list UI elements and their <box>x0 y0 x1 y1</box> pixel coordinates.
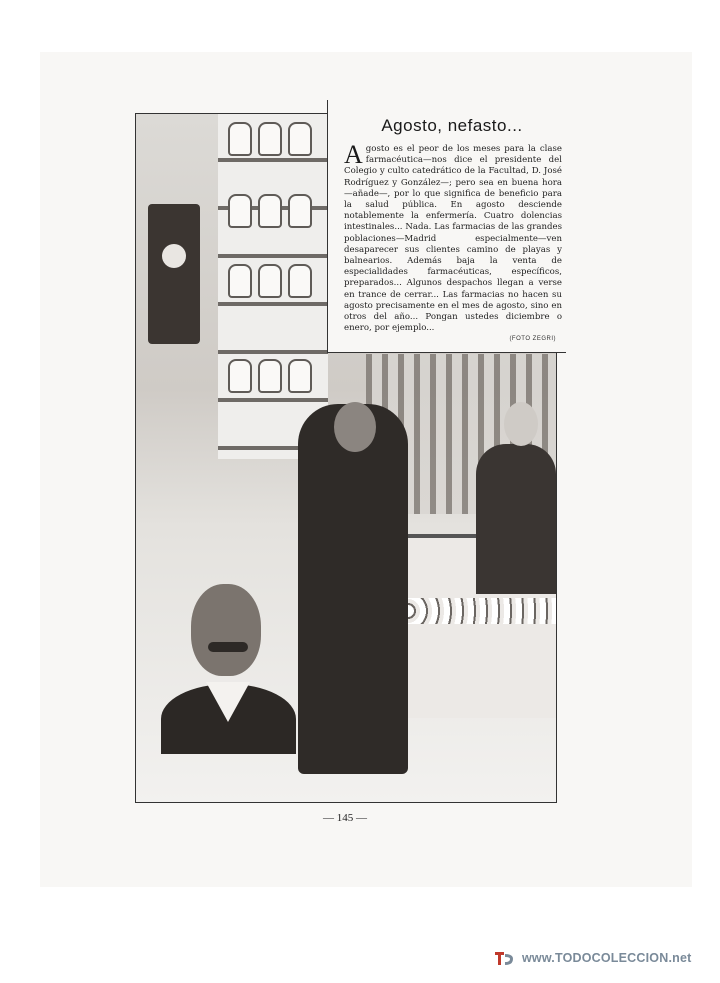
drop-cap: A <box>344 140 363 169</box>
page-number: — 145 — <box>323 812 367 824</box>
portrait-head <box>191 584 261 676</box>
todocoleccion-logo-icon <box>492 948 516 968</box>
watermark <box>492 947 691 969</box>
apothecary-jar <box>258 122 282 156</box>
apothecary-jar <box>288 359 312 393</box>
clock-face <box>162 244 186 268</box>
apothecary-jar <box>228 359 252 393</box>
pharmacist-figure <box>476 444 556 594</box>
apothecary-jar <box>288 264 312 298</box>
pharmacist-head <box>504 402 538 446</box>
article-title: Agosto, nefasto... <box>381 116 523 135</box>
counter-ornament <box>398 598 556 624</box>
article-body <box>344 140 562 334</box>
customer-figure <box>298 404 408 774</box>
apothecary-jar <box>228 122 252 156</box>
apothecary-jar <box>258 359 282 393</box>
customer-head <box>334 402 376 452</box>
article-body-text: gosto es el peor de los meses para la clase farmacéutica—nos dice el presidente del Colegio y culto catedrático de la Facultad, D. José Rodríguez y González—; pero sea en buena hora—añade—, por lo que significa de beneficio para la salud pública. En agosto desciende notablemente la enfermería. Cuatro dolencias intestinales... Nada. Las farmacias de las grandes poblaciones—Madrid especialmente—ven desaparecer sus clientes camino de playas y balnearios. Además baja la venta de especialidades farmacéuticas, específicos, preparados... Algunos despachos llegan a verse en trance de cerrar... Las farmacias no hacen su agosto precisamente en el mes de agosto, sino en otros del año... Pongan ustedes diciembre o enero, por ejemplo... <box>344 144 562 334</box>
wall-clock <box>148 204 200 344</box>
apothecary-jar <box>258 194 282 228</box>
photo-credit: (FOTO ZEGRI) <box>509 336 556 342</box>
watermark-text: www.TODOCOLECCION.net <box>522 951 692 965</box>
apothecary-jar <box>228 194 252 228</box>
portrait-moustache <box>208 642 248 652</box>
apothecary-jar <box>288 194 312 228</box>
apothecary-jar <box>288 122 312 156</box>
article-text-panel <box>327 100 566 353</box>
portrait-inset <box>156 574 306 774</box>
apothecary-jar <box>258 264 282 298</box>
apothecary-jar <box>228 264 252 298</box>
